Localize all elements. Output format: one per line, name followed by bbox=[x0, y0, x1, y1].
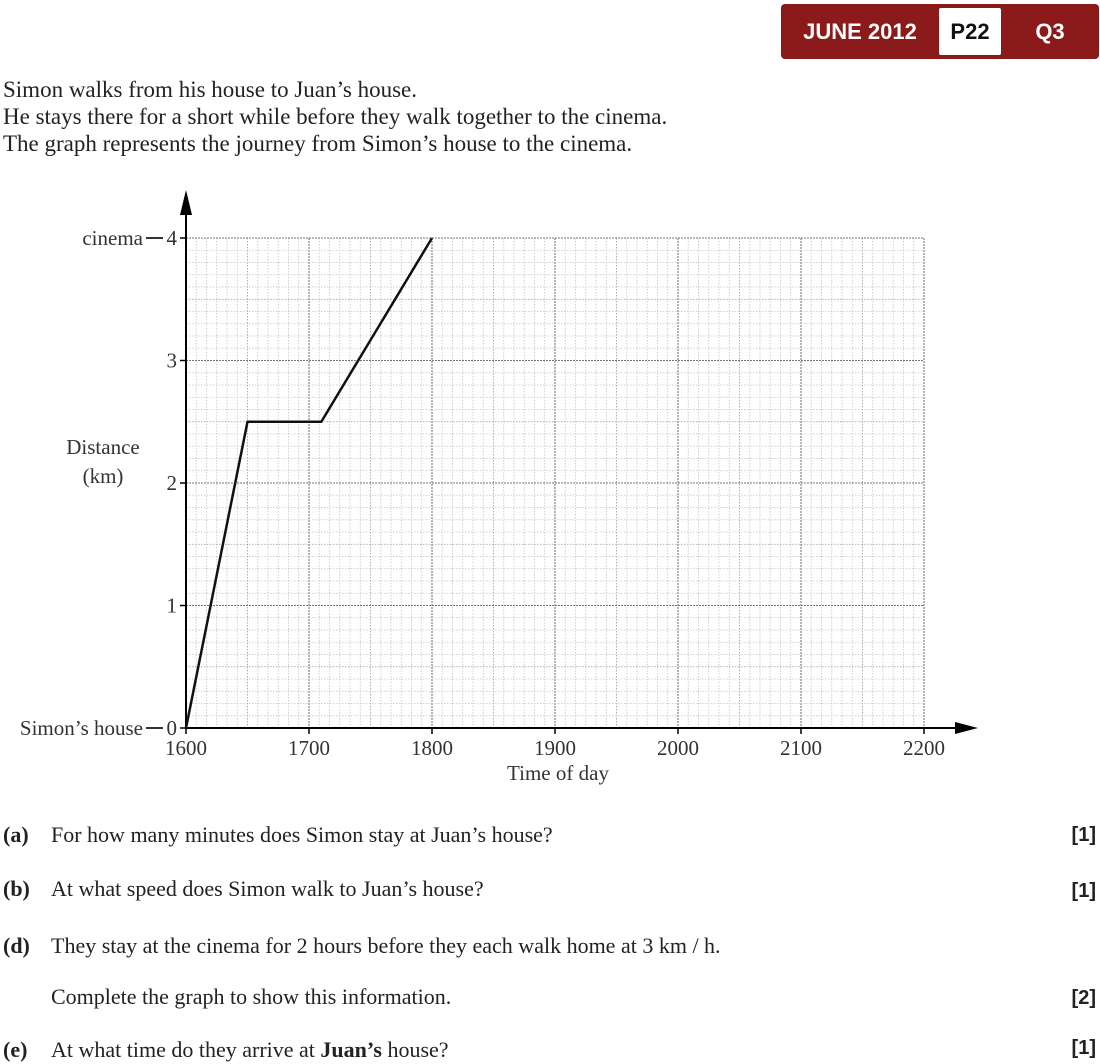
y-tick-label: 2 bbox=[166, 471, 177, 495]
y-axis-title: Distance bbox=[66, 435, 140, 459]
question-text: At what time do they arrive at bbox=[51, 1037, 315, 1062]
question-text: At what speed does Simon walk to Juan’s house? bbox=[51, 876, 484, 901]
question-text: Complete the graph to show this information. bbox=[51, 984, 452, 1009]
x-tick-label: 1600 bbox=[165, 736, 207, 760]
intro-line: Simon walks from his house to Juan’s house. bbox=[3, 77, 417, 102]
paper-code: P22 bbox=[939, 8, 1001, 55]
marks-e: [1] bbox=[1071, 1037, 1096, 1059]
question-text: They stay at the cinema for 2 hours before they each walk home at 3 km / h. bbox=[51, 933, 721, 958]
x-tick-label: 2000 bbox=[657, 736, 699, 760]
question-emphasis: Juan’s bbox=[320, 1037, 382, 1062]
marks-d: [2] bbox=[1071, 987, 1096, 1009]
question-text: For how many minutes does Simon stay at Juan’s house? bbox=[51, 822, 553, 847]
marks-a: [1] bbox=[1071, 824, 1096, 846]
y-axis-title-unit: (km) bbox=[82, 464, 124, 488]
graph-labels bbox=[20, 226, 945, 785]
intro-line: The graph represents the journey from Simon’s house to the cinema. bbox=[3, 131, 633, 156]
y-place-label: cinema bbox=[82, 226, 143, 250]
intro-line: He stays there for a short while before they walk together to the cinema. bbox=[3, 104, 668, 129]
y-place-label: Simon’s house bbox=[19, 716, 143, 740]
question-e bbox=[3, 1037, 449, 1063]
y-tick-label: 4 bbox=[166, 226, 177, 250]
x-axis-title: Time of day bbox=[507, 761, 609, 785]
exam-reference-badge bbox=[781, 4, 1099, 59]
y-tick-label: 0 bbox=[166, 716, 177, 740]
question-d bbox=[3, 933, 721, 959]
y-axis-arrow-icon bbox=[180, 190, 192, 215]
x-tick-label: 2200 bbox=[903, 736, 945, 760]
y-tick-label: 1 bbox=[166, 593, 177, 618]
graph-grid bbox=[186, 238, 924, 728]
question-text: house? bbox=[387, 1037, 449, 1062]
exam-date: JUNE 2012 bbox=[803, 18, 917, 44]
question-label: (a) bbox=[3, 822, 29, 847]
x-tick-label: 2100 bbox=[780, 736, 822, 760]
question-d-instruction bbox=[3, 984, 451, 1010]
question-label: (b) bbox=[3, 876, 30, 901]
x-tick-label: 1800 bbox=[411, 736, 453, 760]
y-tick-label: 3 bbox=[166, 348, 177, 373]
marks-b: [1] bbox=[1071, 880, 1096, 902]
question-label: (e) bbox=[3, 1037, 28, 1062]
graph-axes bbox=[146, 190, 978, 734]
question-b bbox=[3, 876, 484, 902]
distance-time-graph bbox=[0, 180, 1000, 790]
x-tick-label: 1900 bbox=[534, 736, 576, 760]
x-tick-label: 1700 bbox=[288, 736, 330, 760]
question-intro bbox=[3, 76, 667, 157]
question-number: Q3 bbox=[1035, 18, 1065, 44]
question-label: (d) bbox=[3, 933, 30, 958]
x-axis-arrow-icon bbox=[955, 722, 978, 734]
question-a bbox=[3, 822, 553, 848]
